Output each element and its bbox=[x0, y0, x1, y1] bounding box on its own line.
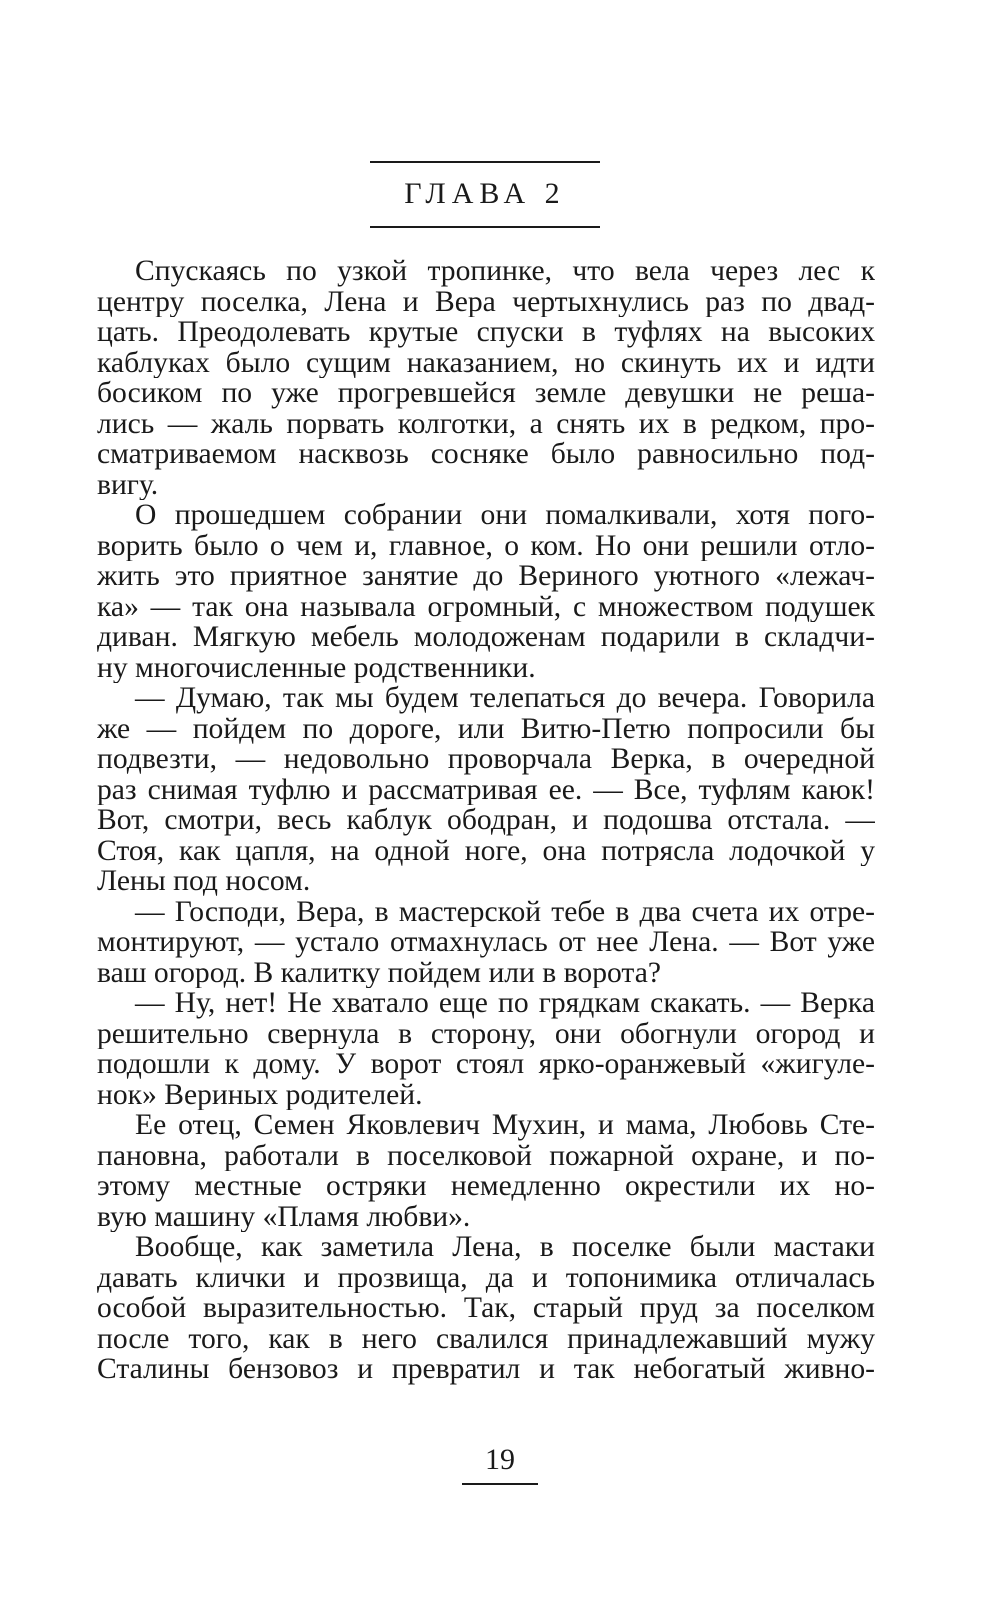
text-line: же — пойдем по дороге, или Витю-Петю попросили бы bbox=[97, 713, 875, 744]
text-line: нок» Вериных родителей. bbox=[97, 1079, 423, 1110]
text-line: Вообще, как заметила Лена, в поселке были мастаки bbox=[135, 1232, 875, 1263]
text-line: сматриваемом насквозь сосняке было равносильно под- bbox=[97, 439, 875, 470]
body-text bbox=[97, 256, 875, 1385]
text-line: — Господи, Вера, в мастерской тебе в два счета их отре- bbox=[135, 896, 875, 927]
text-line: подвезти, — недовольно проворчала Верка, в очередной bbox=[97, 744, 875, 775]
text-line: этому местные остряки немедленно окрестили их но- bbox=[97, 1171, 875, 1202]
text-line: решительно свернула в сторону, они обогнули огород и bbox=[97, 1018, 875, 1049]
text-line: после того, как в него свалился принадлежавший мужу bbox=[97, 1323, 875, 1354]
text-line: вую машину «Пламя любви». bbox=[97, 1201, 471, 1232]
page-number-rule bbox=[462, 1483, 538, 1485]
text-line: ка» — так она называла огромный, с множеством подушек bbox=[97, 591, 875, 622]
text-line: Стоя, как цапля, на одной ноге, она потрясла лодочкой у bbox=[97, 835, 875, 866]
text-line: ваш огород. В калитку пойдем или в ворота? bbox=[97, 957, 661, 988]
text-line: — Ну, нет! Не хватало еще по грядкам скакать. — Верка bbox=[135, 988, 875, 1019]
text-line: жить это приятное занятие до Вериного уютного «лежач- bbox=[97, 561, 875, 592]
text-line: подошли к дому. У ворот стоял ярко-оранжевый «жигуле- bbox=[97, 1049, 875, 1080]
text-line: пановна, работали в поселковой пожарной охране, и по- bbox=[97, 1140, 875, 1171]
text-line: Лены под носом. bbox=[97, 866, 311, 897]
text-line: ну многочисленные родственники. bbox=[97, 652, 536, 683]
text-line: — Думаю, так мы будем телепаться до вечера. Говорила bbox=[135, 683, 875, 714]
text-line: босиком по уже прогревшейся земле девушки не реша- bbox=[97, 378, 875, 409]
text-line: Вот, смотри, весь каблук ободран, и подошва отстала. — bbox=[97, 805, 875, 836]
text-line: лись — жаль порвать колготки, а снять их в редком, про- bbox=[97, 408, 875, 439]
page-number: 19 bbox=[485, 1443, 515, 1476]
text-line: монтируют, — устало отмахнулась от нее Лена. — Вот уже bbox=[97, 927, 875, 958]
text-line: особой выразительностью. Так, старый пруд за поселком bbox=[97, 1293, 875, 1324]
text-line: каблуках было сущим наказанием, но скинуть их и идти bbox=[97, 347, 875, 378]
text-line: О прошедшем собрании они помалкивали, хотя пого- bbox=[135, 500, 875, 531]
text-line: Ее отец, Семен Яковлевич Мухин, и мама, Любовь Сте- bbox=[135, 1110, 875, 1141]
chapter-rule-bottom bbox=[370, 226, 600, 228]
text-line: Сталины бензовоз и превратил и так небогатый живно- bbox=[97, 1354, 875, 1385]
chapter-rule-top bbox=[370, 161, 600, 163]
text-line: ворить было о чем и, главное, о ком. Но они решили отло- bbox=[97, 530, 875, 561]
text-line: цать. Преодолевать крутые спуски в туфлях на высоких bbox=[97, 317, 875, 348]
text-line: раз снимая туфлю и рассматривая ее. — Все, туфлям каюк! bbox=[97, 774, 875, 805]
text-line: Спускаясь по узкой тропинке, что вела через лес к bbox=[135, 256, 875, 287]
text-line: центру поселка, Лена и Вера чертыхнулись раз по двад- bbox=[97, 286, 875, 317]
text-line: вигу. bbox=[97, 469, 159, 500]
chapter-title: ГЛАВА 2 bbox=[404, 177, 566, 210]
text-line: диван. Мягкую мебель молодоженам подарили в складчи- bbox=[97, 622, 875, 653]
text-line: давать клички и прозвища, да и топонимика отличалась bbox=[97, 1262, 875, 1293]
